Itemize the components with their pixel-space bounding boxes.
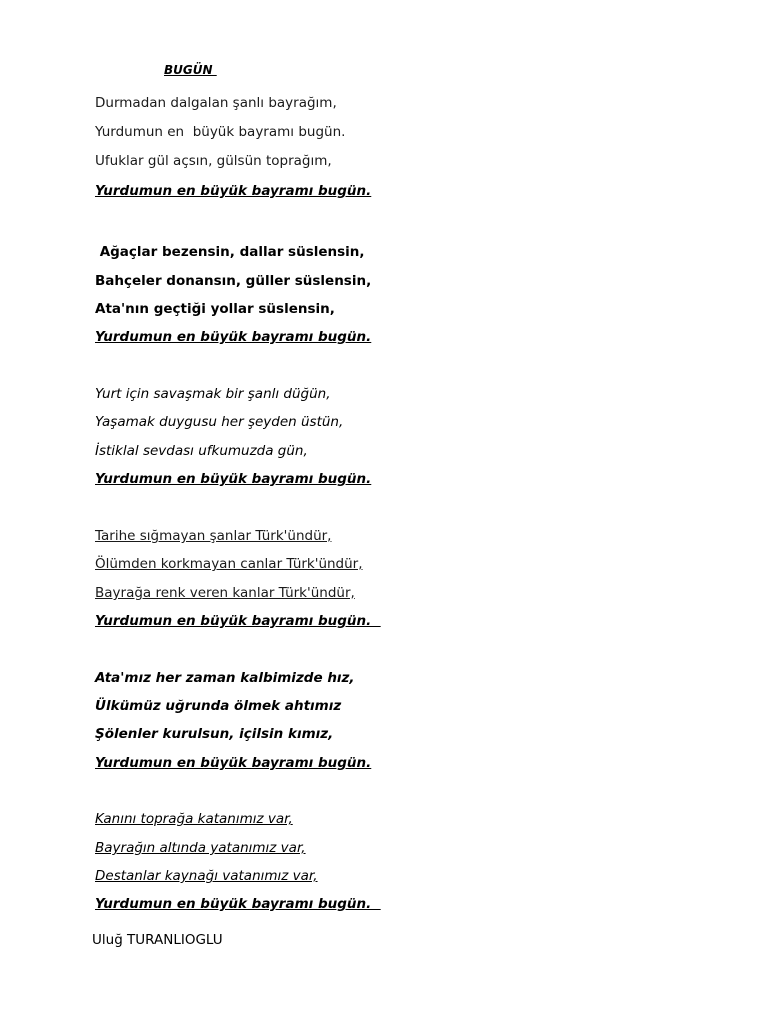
stanza-4-line-2: Ölümden korkmayan canlar Türk'ündür, bbox=[95, 556, 363, 572]
stanza-1-line-2: Yurdumun en büyük bayramı bugün. bbox=[95, 124, 346, 140]
stanza-2-line-1: Ağaçlar bezensin, dallar süslensin, bbox=[95, 244, 365, 260]
poem-title: BUGÜN bbox=[164, 63, 217, 77]
stanza-1-refrain: Yurdumun en büyük bayramı bugün. bbox=[95, 183, 372, 199]
stanza-3-refrain: Yurdumun en büyük bayramı bugün. bbox=[95, 471, 372, 487]
stanza-2-refrain: Yurdumun en büyük bayramı bugün. bbox=[95, 329, 372, 345]
stanza-5-line-3: Şölenler kurulsun, içilsin kımız, bbox=[95, 726, 334, 742]
stanza-2-line-3: Ata'nın geçtiği yollar süslensin, bbox=[95, 301, 335, 317]
stanza-6-refrain: Yurdumun en büyük bayramı bugün. bbox=[95, 896, 381, 912]
stanza-4-line-3: Bayrağa renk veren kanlar Türk'ündür, bbox=[95, 585, 355, 601]
stanza-6-line-3: Destanlar kaynağı vatanımız var, bbox=[95, 868, 318, 884]
stanza-3-line-2: Yaşamak duygusu her şeyden üstün, bbox=[95, 414, 344, 430]
stanza-4-line-1: Tarihe sığmayan şanlar Türk'ündür, bbox=[95, 528, 332, 544]
stanza-1-line-1: Durmadan dalgalan şanlı bayrağım, bbox=[95, 95, 337, 111]
stanza-4-refrain: Yurdumun en büyük bayramı bugün. bbox=[95, 613, 381, 629]
stanza-2-line-2: Bahçeler donansın, güller süslensin, bbox=[95, 273, 372, 289]
author-name: Uluğ TURANLIOGLU bbox=[92, 932, 223, 948]
stanza-6-line-1: Kanını toprağa katanımız var, bbox=[95, 811, 293, 827]
stanza-3-line-3: İstiklal sevdası ufkumuzda gün, bbox=[95, 443, 308, 459]
stanza-5-line-2: Ülkümüz uğrunda ölmek ahtımız bbox=[95, 698, 342, 714]
stanza-6-line-2: Bayrağın altında yatanımız var, bbox=[95, 840, 306, 856]
stanza-5-line-1: Ata'mız her zaman kalbimizde hız, bbox=[95, 670, 355, 686]
stanza-3-line-1: Yurt için savaşmak bir şanlı düğün, bbox=[95, 386, 331, 402]
stanza-5-refrain: Yurdumun en büyük bayramı bugün. bbox=[95, 755, 372, 771]
stanza-1-line-3: Ufuklar gül açsın, gülsün toprağım, bbox=[95, 153, 332, 169]
